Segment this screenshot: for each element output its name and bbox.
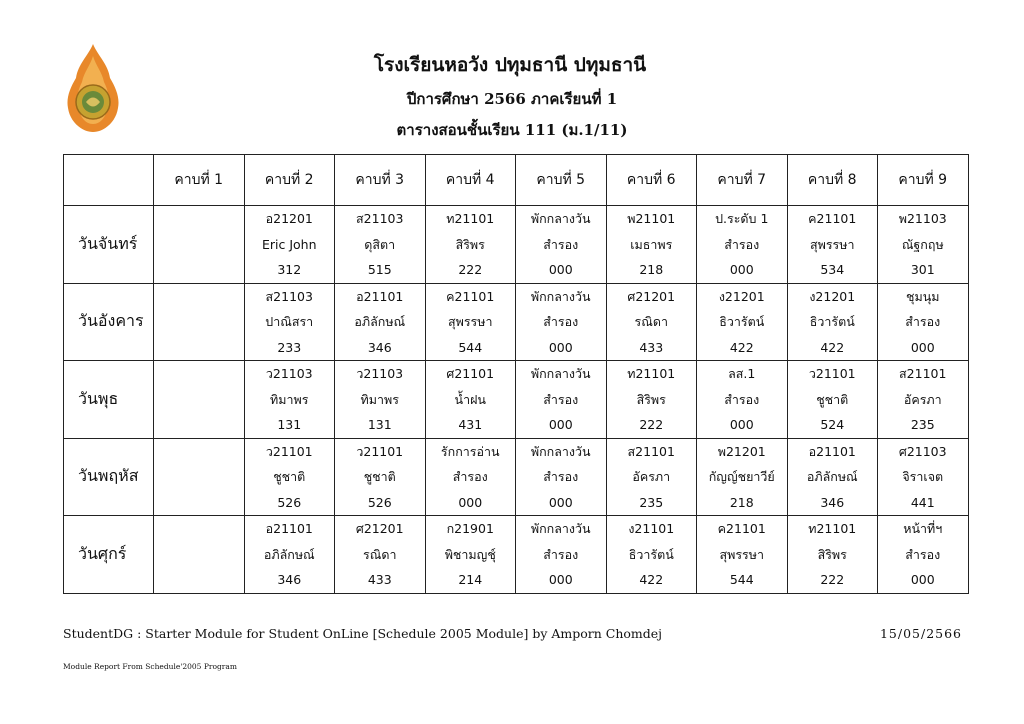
subject-code: ว21103 [265,366,313,381]
room-number: 131 [367,417,392,432]
period-header: คาบที่ 7 [697,155,788,206]
room-number: 422 [639,572,664,587]
teacher-name: จิราเจต [902,469,944,484]
subject-code: ว21103 [356,366,404,381]
teacher-name: ธิวารัตน์ [809,314,855,329]
schedule-cell [244,516,335,594]
room-number: 222 [639,417,664,432]
teacher-name: รณิดา [363,546,397,562]
room-number: 000 [910,572,935,587]
term-title: ปีการศึกษา 2566 ภาคเรียนที่ 1 [406,90,618,108]
day-row [64,283,969,361]
teacher-name: ธิวารัตน์ [719,314,765,329]
period-header: คาบที่ 2 [244,155,335,206]
teacher-name: สำรอง [452,469,488,484]
teacher-name: อัครภา [632,469,671,484]
schedule-cell [516,361,607,439]
corner-cell [64,155,154,206]
timetable [63,154,969,594]
room-number: 526 [277,494,302,510]
day-label: วันจันทร์ [64,206,154,284]
subject-code [154,284,244,310]
room-number: 131 [277,417,302,432]
teacher-name: พิชามญชุ์ [444,546,496,562]
period-header: คาบที่ 9 [878,155,969,206]
subject-code: พักกลางวัน [530,521,591,536]
subject-code: ชุมนุม [905,288,940,304]
room-number: 346 [820,494,845,510]
teacher-name: สำรอง [905,546,941,562]
subject-code: ค21101 [446,288,495,304]
day-label: วันอังคาร [64,283,154,361]
teacher-name: สำรอง [543,236,579,252]
schedule-cell [606,438,697,516]
teacher-name: Eric John [261,236,317,252]
schedule-cell [516,438,607,516]
subject-code: ศ21201 [627,288,676,304]
teacher-name: สุพรรษา [719,546,765,562]
room-number: 346 [367,339,392,355]
schedule-cell [878,438,969,516]
room-number: 000 [458,494,483,510]
room-number: 534 [820,262,845,277]
room-number: 218 [639,262,664,277]
teacher-name: อภิลักษณ์ [354,314,406,329]
schedule-cell [697,283,788,361]
day-row [64,516,969,594]
room-number: 544 [458,339,483,355]
room-number: 214 [458,572,483,587]
room-number: 544 [729,572,754,587]
teacher-name: สำรอง [543,391,579,407]
subject-code: ส21103 [265,288,313,304]
schedule-cell [516,283,607,361]
subject-code [154,361,244,387]
schedule-cell [787,438,878,516]
schedule-cell [878,516,969,594]
schedule-cell [154,283,245,361]
room-number: 346 [277,572,302,587]
teacher-name: สิริพร [636,391,666,407]
schedule-cell [425,361,516,439]
teacher-name: ดุสิตา [364,236,396,252]
teacher-name: สำรอง [543,469,579,484]
teacher-name: สำรอง [724,236,760,252]
schedule-cell [606,516,697,594]
subject-code: ง21101 [628,521,675,536]
room-number: 000 [548,494,573,510]
schedule-cell [335,438,426,516]
schedule-cell [154,361,245,439]
schedule-cell [244,361,335,439]
period-header: คาบที่ 8 [787,155,878,206]
teacher-name: กัญญ์ชยาวีย์ [708,469,775,484]
room-number: 000 [548,339,573,355]
schedule-cell [516,516,607,594]
room-number: 524 [820,417,845,432]
day-row [64,206,969,284]
teacher-name: ชูชาติ [363,469,396,484]
subject-code: ศ21103 [898,443,947,459]
room-number [154,257,244,283]
school-name: โรงเรียนหอวัง ปทุมธานี ปทุมธานี [373,54,647,76]
subject-code [154,206,244,232]
subject-code: อ21101 [356,288,404,304]
period-header: คาบที่ 1 [154,155,245,206]
teacher-name: สำรอง [543,546,579,562]
room-number: 526 [367,494,392,510]
teacher-name [154,464,244,490]
schedule-cell [697,438,788,516]
day-label: วันพุธ [64,361,154,439]
room-number: 222 [458,262,483,277]
teacher-name: อภิลักษณ์ [263,546,315,562]
subject-code: ส21101 [627,443,675,459]
teacher-name: สำรอง [543,314,579,329]
subject-code: ศ21101 [446,366,495,381]
schedule-cell [154,516,245,594]
teacher-name: สุพรรษา [447,314,493,329]
room-number [154,412,244,438]
subject-code: ค21101 [717,521,766,536]
subject-code: ศ21201 [355,521,404,536]
teacher-name: สุพรรษา [809,236,855,252]
schedule-cell [244,438,335,516]
room-number: 233 [277,339,302,355]
schedule-cell [425,438,516,516]
subject-code: ส21101 [899,366,947,381]
schedule-cell [154,438,245,516]
schedule-cell [787,206,878,284]
day-label: วันพฤหัส [64,438,154,516]
subject-code: ลส.1 [728,366,756,381]
subject-code: ท21101 [808,521,857,536]
room-number [154,335,244,361]
subject-code: รักการอ่าน [440,443,500,459]
subject-code [154,516,244,542]
schedule-cell [606,361,697,439]
schedule-cell [516,206,607,284]
teacher-name: ธิวารัตน์ [628,546,674,562]
teacher-name: สิริพร [455,236,485,252]
teacher-name: ปาณิสรา [265,314,314,329]
room-number: 301 [910,262,935,277]
room-number: 422 [729,339,754,355]
subject-code: ง21201 [718,288,765,304]
subject-code: พ21201 [717,443,766,459]
period-header: คาบที่ 5 [516,155,607,206]
room-number: 000 [910,339,935,355]
subject-code: ค21101 [808,211,857,226]
teacher-name [154,232,244,258]
day-row [64,438,969,516]
room-number: 000 [548,417,573,432]
subject-code: ก21901 [446,521,494,536]
room-number: 515 [367,262,392,277]
teacher-name [154,387,244,413]
room-number: 433 [639,339,664,355]
subject-code [154,439,244,465]
subject-code: พักกลางวัน [530,288,591,304]
subject-code: ท21101 [627,366,676,381]
schedule-cell [606,283,697,361]
room-number: 441 [910,494,935,510]
schedule-cell [787,516,878,594]
module-note: Module Report From Schedule'2005 Program [63,662,237,671]
teacher-name: ทิมาพร [270,391,309,407]
subject-code: พักกลางวัน [530,366,591,381]
subject-code: ส21103 [356,211,404,226]
period-header: คาบที่ 3 [335,155,426,206]
room-number: 235 [910,417,935,432]
schedule-cell [335,516,426,594]
schedule-cell [335,206,426,284]
subject-code: อ21101 [808,443,856,459]
schedule-cell [425,206,516,284]
schedule-cell [878,283,969,361]
room-number: 000 [729,262,754,277]
schedule-cell [697,361,788,439]
room-number [154,567,244,593]
timetable-title: ตารางสอนชั้นเรียน 111 (ม.1/11) [396,121,628,139]
schedule-cell [787,283,878,361]
teacher-name [154,309,244,335]
room-number: 000 [729,417,754,432]
teacher-name: ทิมาพร [360,391,399,407]
room-number: 312 [277,262,302,277]
teacher-name: สำรอง [905,314,941,329]
room-number [154,490,244,516]
subject-code: พักกลางวัน [530,443,591,459]
subject-code: อ21101 [265,521,313,536]
footer-credit: StudentDG : Starter Module for Student OnLine [Schedule 2005 Module] by Amporn Chomdej [63,626,663,641]
period-header: คาบที่ 4 [425,155,516,206]
period-header: คาบที่ 6 [606,155,697,206]
subject-code: อ21201 [265,211,313,226]
teacher-name: รณิดา [634,314,668,329]
room-number: 422 [820,339,845,355]
period-header-row [64,155,969,206]
room-number: 000 [548,262,573,277]
teacher-name: ชูชาติ [816,391,849,407]
subject-code: พ21103 [898,211,947,226]
teacher-name: ชูชาติ [273,469,306,484]
subject-code: ง21201 [809,288,856,304]
subject-code: พ21101 [627,211,676,226]
subject-code: พักกลางวัน [530,211,591,226]
schedule-cell [878,361,969,439]
print-date: 15/05/2566 [879,626,962,641]
schedule-cell [335,361,426,439]
subject-code: ท21101 [446,211,495,226]
teacher-name: ณัฐกฤษ [901,236,944,252]
room-number: 222 [820,572,845,587]
subject-code: ว21101 [808,366,856,381]
schedule-cell [787,361,878,439]
teacher-name [154,542,244,568]
room-number: 433 [367,572,392,587]
day-label: วันศุกร์ [64,516,154,594]
room-number: 000 [548,572,573,587]
subject-code: ว21101 [356,443,404,459]
schedule-cell [878,206,969,284]
subject-code: หน้าที่ฯ [903,521,943,536]
schedule-cell [244,206,335,284]
schedule-cell [154,206,245,284]
teacher-name: อัครภา [903,391,942,407]
subject-code: ป.ระดับ 1 [715,211,769,226]
teacher-name: เมธาพร [630,236,673,252]
day-row [64,361,969,439]
teacher-name: สำรอง [724,391,760,407]
schedule-cell [425,283,516,361]
schedule-cell [697,206,788,284]
teacher-name: น้ำฝน [454,391,486,407]
schedule-cell [244,283,335,361]
room-number: 218 [729,494,754,510]
teacher-name: สิริพร [817,546,847,562]
schedule-cell [425,516,516,594]
schedule-cell [335,283,426,361]
room-number: 431 [458,417,483,432]
schedule-cell [697,516,788,594]
schedule-cell [606,206,697,284]
teacher-name: อภิลักษณ์ [806,469,858,484]
subject-code: ว21101 [265,443,313,459]
room-number: 235 [639,494,664,510]
